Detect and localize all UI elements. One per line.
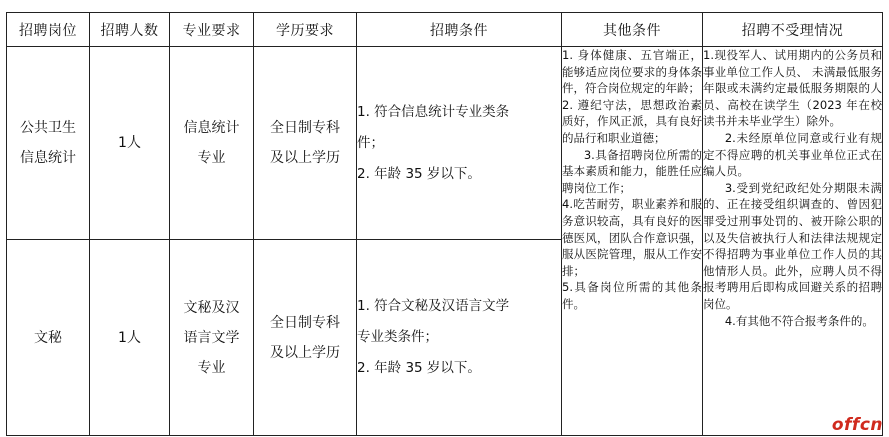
other-conditions-cell	[562, 47, 703, 436]
other-condition-item: 5.具备岗位所需的其他条件。	[562, 280, 702, 311]
other-condition-item: 3.具备招聘岗位所需的基本素质和能力，能胜任应聘岗位工作；	[562, 147, 702, 195]
education-cell	[254, 47, 357, 240]
header-count: 招聘人数	[90, 13, 170, 47]
table-row	[7, 47, 883, 240]
not-accepted-item: 1.现役军人、试用期内的公务员和事业单位工作人员、 未满最低服务年限或未满约定最低服务期限的人员、高校在读学生（2023 年在校读书并未毕业学生）除外。	[703, 48, 882, 129]
header-education: 学历要求	[254, 13, 357, 47]
header-major: 专业要求	[170, 13, 254, 47]
condition-line: 2. 年龄 35 岁以下。	[357, 165, 481, 182]
major-cell	[170, 47, 254, 240]
education-line: 全日制专科	[270, 120, 340, 136]
education-line: 全日制专科	[270, 314, 340, 331]
education-line: 及以上学历	[270, 344, 340, 361]
condition-line: 件；	[357, 134, 384, 151]
major-line: 信息统计	[183, 120, 240, 136]
recruitment-table	[6, 12, 883, 436]
other-condition-item: 1. 身体健康、五官端正，能够适应岗位要求的身体条件，符合岗位规定的年龄；	[562, 48, 702, 96]
major-line: 文秘及汉	[183, 299, 240, 316]
header-post: 招聘岗位	[7, 13, 90, 47]
condition-line: 专业类条件；	[357, 329, 438, 345]
post-cell	[7, 47, 90, 240]
not-accepted-item: 2.未经原单位同意或行业有规定不得应聘的机关事业单位正式在编人员。	[703, 130, 882, 179]
other-condition-item: 4.吃苦耐劳，职业素养和服务意识较高，具有良好的医德医风，团队合作意识强，服从医院管理，服从工作安排；	[562, 197, 702, 278]
major-line: 语言文学	[183, 329, 240, 346]
education-cell	[254, 240, 357, 436]
not-accepted-item: 4.有其他不符合报考条件的。	[724, 313, 874, 328]
conditions-cell	[357, 240, 562, 436]
header-not-accepted: 招聘不受理情况	[703, 13, 883, 47]
post-line: 信息统计	[20, 150, 76, 166]
header-other-conditions: 其他条件	[562, 13, 703, 47]
offcn-watermark: offcn	[831, 415, 883, 435]
count-cell: 1人	[90, 47, 170, 240]
condition-line: 1. 符合文秘及汉语言文学	[357, 298, 510, 314]
major-line: 专业	[197, 150, 226, 166]
education-line: 及以上学历	[270, 150, 340, 166]
header-row	[7, 13, 883, 47]
major-cell	[170, 240, 254, 436]
condition-line: 1. 符合信息统计专业类条	[357, 103, 510, 120]
condition-line: 2. 年龄 35 岁以下。	[357, 360, 481, 376]
conditions-cell	[357, 47, 562, 240]
count-cell: 1人	[90, 240, 170, 436]
not-accepted-cell	[703, 47, 883, 436]
post-line: 公共卫生	[20, 120, 76, 136]
not-accepted-item: 3.受到党纪政纪处分期限未满的、正在接受组织调查的、曾因犯罪受过刑事处罚的、被开除公职的以及失信被执行人和法律法规规定不得招聘为事业单位工作人员的其他情形人员。此外，应聘人员不得报考聘用后即构成回避关系的招聘岗位。	[703, 180, 882, 311]
header-conditions: 招聘条件	[357, 13, 562, 47]
other-condition-item: 2. 遵纪守法，思想政治素质好，作风正派，具有良好的品行和职业道德；	[562, 97, 702, 145]
post-cell: 文秘	[7, 240, 90, 436]
major-line: 专业	[197, 359, 226, 376]
